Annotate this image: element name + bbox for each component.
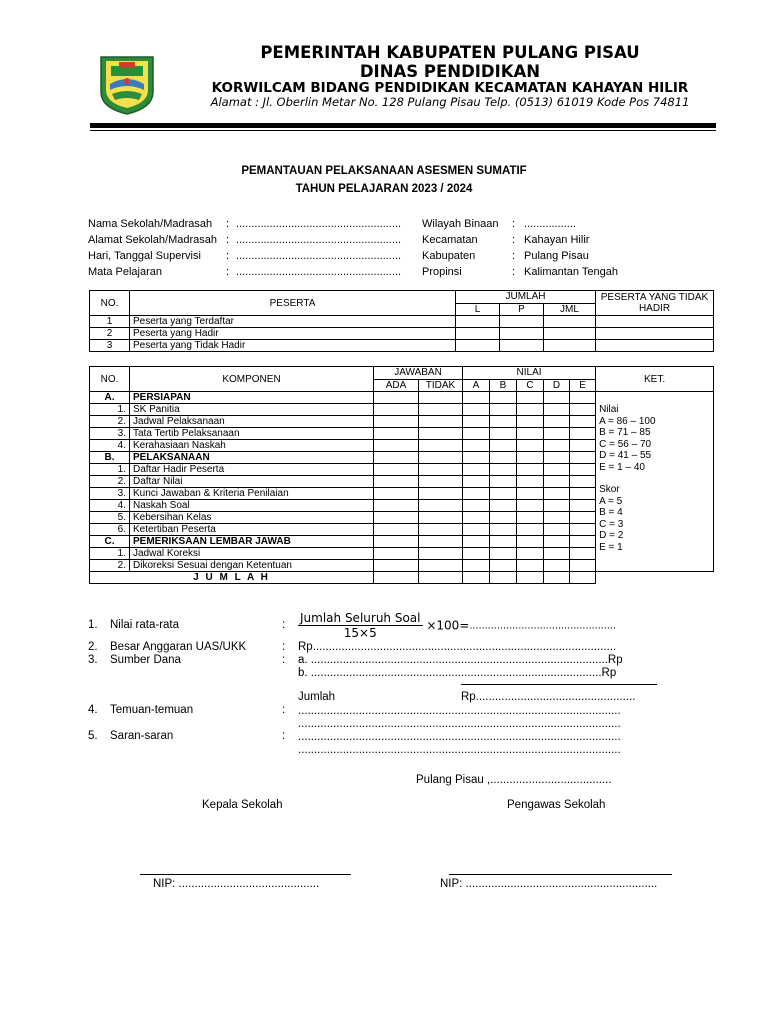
ket-skor-line: E = 1 [599, 541, 623, 553]
score-cell[interactable] [463, 392, 490, 404]
score-cell[interactable] [463, 560, 490, 572]
table-row: A. PERSIAPAN Nilai A = 86 – 100 B = 71 – 85 C = 56 – 70 D = 41 – 55 E = 1 – 40 Skor A = 5 B = 4 C = 3 D = 2 E = 1 [90, 392, 714, 404]
table-row: 1. SK Panitia [90, 404, 714, 416]
info-value: ................. [524, 218, 576, 230]
info-label: Alamat Sekolah/Madrasah [88, 234, 218, 246]
peserta-header-peserta: PESERTA [130, 291, 456, 316]
score-cell[interactable] [570, 524, 596, 536]
kepala-sekolah-title: Kepala Sekolah [202, 799, 283, 811]
komponen-header-komponen: KOMPONEN [130, 367, 374, 392]
score-cell[interactable] [490, 404, 517, 416]
score-cell[interactable] [490, 428, 517, 440]
score-cell[interactable] [490, 416, 517, 428]
peserta-header-jumlah: JUMLAH [456, 291, 596, 304]
score-cell[interactable] [419, 500, 463, 512]
ket-nilai-line: D = 41 – 55 [599, 450, 652, 461]
table-row: 6. Ketertiban Peserta [90, 524, 714, 536]
komponen-header-tidak: TIDAK [419, 379, 463, 392]
score-cell[interactable] [544, 440, 570, 452]
score-cell[interactable] [544, 428, 570, 440]
score-cell[interactable] [374, 488, 419, 500]
score-cell[interactable] [517, 536, 544, 548]
score-cell[interactable] [374, 416, 419, 428]
komponen-header-a: A [463, 379, 490, 392]
formula-numerator: Jumlah Seluruh Soal [300, 611, 421, 625]
anggaran-label: Besar Anggaran UAS/UKK [110, 641, 247, 653]
info-label: Nama Sekolah/Madrasah [88, 218, 213, 230]
ket-skor-line: B = 4 [599, 507, 623, 518]
score-cell[interactable] [490, 548, 517, 560]
score-cell[interactable] [544, 464, 570, 476]
score-cell[interactable] [374, 548, 419, 560]
score-cell[interactable] [517, 476, 544, 488]
score-cell[interactable] [374, 524, 419, 536]
left-signature-line [140, 874, 351, 875]
info-label: Propinsi [422, 266, 462, 278]
info-label: Hari, Tanggal Supervisi [88, 250, 201, 262]
score-cell[interactable] [544, 392, 570, 404]
info-value: ...................................................... [236, 218, 402, 230]
score-cell[interactable] [570, 512, 596, 524]
score-cell[interactable] [570, 392, 596, 404]
peserta-header-tidak-hadir: PESERTA YANG TIDAK HADIR [596, 291, 714, 316]
info-value: Kalimantan Tengah [524, 266, 618, 278]
score-cell[interactable] [463, 416, 490, 428]
score-cell[interactable] [463, 464, 490, 476]
score-cell[interactable] [570, 464, 596, 476]
score-cell[interactable] [374, 476, 419, 488]
score-cell[interactable] [419, 428, 463, 440]
score-cell[interactable] [374, 560, 419, 572]
info-value: Pulang Pisau [524, 250, 589, 262]
table-row: 4. Naskah Soal [90, 500, 714, 512]
score-cell[interactable] [374, 428, 419, 440]
ket-skor-line: Skor [599, 484, 620, 495]
nilai-rata-rata-label: Nilai rata-rata [110, 619, 180, 631]
score-cell[interactable] [490, 440, 517, 452]
score-cell[interactable] [570, 404, 596, 416]
score-cell[interactable] [517, 392, 544, 404]
score-cell[interactable] [374, 536, 419, 548]
score-cell[interactable] [570, 452, 596, 464]
score-cell[interactable] [463, 440, 490, 452]
ket-skor-line: D = 2 [599, 530, 624, 541]
score-cell[interactable] [490, 500, 517, 512]
info-value: Kahayan Hilir [524, 234, 590, 246]
header-division-name: KORWILCAM BIDANG PENDIDIKAN KECAMATAN KAHAYAN HILIR [211, 80, 689, 96]
score-cell[interactable] [544, 512, 570, 524]
score-cell[interactable] [490, 512, 517, 524]
score-cell[interactable] [544, 560, 570, 572]
komponen-header-no: NO. [90, 367, 130, 392]
komponen-header-d: D [544, 379, 570, 392]
formula-tail: ×100= [426, 618, 470, 633]
score-cell[interactable] [490, 560, 517, 572]
table-row: 2. Dikoreksi Sesuai dengan Ketentuan [90, 560, 714, 572]
score-cell[interactable] [544, 500, 570, 512]
score-cell[interactable] [463, 428, 490, 440]
info-right: Wilayah Binaan : ................. Kecamatan : Kahayan Hilir Kabupaten : Pulang Pisau Propinsi : Kalimantan Tengah [422, 218, 618, 278]
temuan-line-1[interactable]: ..................................................................................................... [298, 705, 621, 717]
score-cell[interactable] [570, 536, 596, 548]
score-cell[interactable] [517, 512, 544, 524]
sum-underline [461, 684, 657, 685]
table-row: 2. Daftar Nilai [90, 476, 714, 488]
ket-legend [596, 392, 714, 572]
komponen-header-b: B [490, 379, 517, 392]
formula-denominator: 15×5 [343, 626, 377, 640]
table-row: 2 Peserta yang Hadir [90, 328, 714, 340]
score-cell[interactable] [419, 452, 463, 464]
score-cell[interactable] [570, 560, 596, 572]
score-cell[interactable] [544, 536, 570, 548]
score-cell[interactable] [374, 464, 419, 476]
score-cell[interactable] [463, 476, 490, 488]
score-cell[interactable] [419, 536, 463, 548]
peserta-header-no: NO. [90, 291, 130, 316]
komponen-table [89, 366, 714, 584]
header-government-name: PEMERINTAH KABUPATEN PULANG PISAU [260, 43, 640, 62]
score-cell[interactable] [419, 560, 463, 572]
komponen-header-e: E [570, 379, 596, 392]
peserta-header-l: L [456, 303, 500, 316]
score-cell[interactable] [490, 476, 517, 488]
score-cell[interactable] [570, 500, 596, 512]
score-cell[interactable] [419, 404, 463, 416]
header-address: Alamat : Jl. Oberlin Metar No. 128 Pulang Pisau Telp. (0513) 61019 Kode Pos 74811 [210, 95, 690, 109]
score-cell[interactable] [517, 404, 544, 416]
place-date[interactable]: Pulang Pisau ,...................................... [416, 774, 612, 786]
item1-label-row: 1. Nilai rata-rata [88, 619, 180, 631]
sumber-dana-a[interactable]: a. .............................................................................................Rp [298, 654, 623, 666]
saran-line-2[interactable]: ..................................................................................................... [298, 744, 621, 756]
header-divider-thick [90, 123, 716, 128]
ket-nilai-line: C = 56 – 70 [599, 438, 652, 450]
score-cell[interactable] [570, 428, 596, 440]
info-value: ...................................................... [236, 266, 402, 278]
ket-nilai-line: Nilai [599, 404, 619, 415]
score-cell[interactable] [544, 548, 570, 560]
table-row: 1 Peserta yang Terdaftar [90, 316, 714, 328]
komponen-header-nilai: NILAI [463, 367, 596, 380]
info-value: ...................................................... [236, 250, 402, 262]
score-cell[interactable] [490, 488, 517, 500]
score-cell[interactable] [374, 512, 419, 524]
score-cell[interactable] [517, 416, 544, 428]
score-cell[interactable] [490, 536, 517, 548]
score-cell[interactable] [374, 392, 419, 404]
peserta-table [89, 290, 714, 352]
score-cell[interactable] [544, 416, 570, 428]
score-cell[interactable] [570, 548, 596, 560]
score-cell[interactable] [517, 440, 544, 452]
score-cell[interactable] [570, 476, 596, 488]
jumlah-value[interactable]: Rp.................................................. [461, 691, 636, 703]
score-cell[interactable] [570, 416, 596, 428]
ket-skor-line: A = 5 [599, 495, 623, 507]
table-row: B. PELAKSANAAN [90, 452, 714, 464]
score-cell[interactable] [570, 488, 596, 500]
temuan-line-2[interactable]: ..................................................................................................... [298, 718, 621, 730]
score-cell[interactable] [517, 548, 544, 560]
info-value: ...................................................... [236, 234, 402, 246]
score-cell[interactable] [544, 452, 570, 464]
ket-nilai-line: E = 1 – 40 [599, 461, 645, 473]
table-row: 4. Kerahasiaan Naskah [90, 440, 714, 452]
score-cell[interactable] [419, 392, 463, 404]
komponen-total-label: J U M L A H [90, 572, 374, 584]
right-signature-line [449, 874, 672, 875]
ket-nilai-line: B = 71 – 85 [599, 427, 651, 438]
table-row: C. PEMERIKSAAN LEMBAR JAWAB [90, 536, 714, 548]
score-cell[interactable] [517, 560, 544, 572]
score-cell[interactable] [419, 512, 463, 524]
table-row: 3 Peserta yang Tidak Hadir [90, 340, 714, 352]
info-label: Kecamatan [422, 234, 478, 246]
score-cell[interactable] [463, 404, 490, 416]
score-cell[interactable] [419, 416, 463, 428]
komponen-header-jawaban: JAWABAN [374, 367, 463, 380]
score-cell[interactable] [419, 548, 463, 560]
sumber-dana-label: Sumber Dana [110, 654, 181, 666]
anggaran-value[interactable]: Rp............................................................................................... [298, 641, 617, 653]
score-cell[interactable] [419, 464, 463, 476]
komponen-header-ket: KET. [596, 367, 714, 392]
score-cell[interactable] [490, 524, 517, 536]
score-cell[interactable] [463, 536, 490, 548]
peserta-header-jml: JML [544, 303, 596, 316]
document-title: PEMANTAUAN PELAKSANAAN ASESMEN SUMATIF [241, 165, 527, 177]
score-cell[interactable] [463, 500, 490, 512]
score-cell[interactable] [517, 524, 544, 536]
temuan-label: Temuan-temuan [110, 704, 194, 716]
score-cell[interactable] [419, 476, 463, 488]
peserta-header-p: P [500, 303, 544, 316]
table-row: 3. Tata Tertib Pelaksanaan [90, 428, 714, 440]
saran-label: Saran-saran [110, 730, 174, 742]
saran-line-1[interactable]: ..................................................................................................... [298, 731, 621, 743]
score-cell[interactable] [544, 476, 570, 488]
score-cell[interactable] [374, 440, 419, 452]
score-cell[interactable] [463, 548, 490, 560]
pengawas-nip[interactable]: NIP: ............................................................ [440, 878, 658, 890]
score-cell[interactable] [517, 488, 544, 500]
regency-emblem-logo [97, 54, 157, 116]
table-row: 2. Jadwal Pelaksanaan [90, 416, 714, 428]
sumber-dana-b[interactable]: b. ...........................................................................................Rp [298, 667, 617, 679]
score-cell[interactable] [517, 428, 544, 440]
score-cell[interactable] [463, 452, 490, 464]
score-cell[interactable] [544, 524, 570, 536]
pengawas-sekolah-title: Pengawas Sekolah [507, 799, 606, 811]
score-cell[interactable] [419, 524, 463, 536]
header-office-name: DINAS PENDIDIKAN [359, 62, 541, 81]
header-divider-thin [90, 130, 716, 131]
score-cell[interactable] [517, 452, 544, 464]
ket-nilai-line: A = 86 – 100 [599, 415, 656, 427]
table-row: 5. Kebersihan Kelas [90, 512, 714, 524]
score-cell[interactable] [374, 452, 419, 464]
table-row: 1. Daftar Hadir Peserta [90, 464, 714, 476]
komponen-header-c: C [517, 379, 544, 392]
info-label: Wilayah Binaan [422, 218, 499, 230]
score-cell[interactable] [490, 392, 517, 404]
info-label: Kabupaten [422, 250, 476, 262]
document-subtitle: TAHUN PELAJARAN 2023 / 2024 [295, 183, 473, 195]
average-formula: Jumlah Seluruh Soal 15×5 ×100=................................................ [300, 611, 617, 640]
score-cell[interactable] [490, 464, 517, 476]
jumlah-label: Jumlah [298, 691, 336, 703]
table-row: 3. Kunci Jawaban & Kriteria Penilaian [90, 488, 714, 500]
score-cell[interactable] [517, 500, 544, 512]
score-cell[interactable] [374, 500, 419, 512]
score-cell[interactable] [490, 452, 517, 464]
score-cell[interactable] [419, 488, 463, 500]
kepala-nip[interactable]: NIP: ............................................ [153, 878, 320, 890]
score-cell[interactable] [374, 404, 419, 416]
komponen-header-ada: ADA [374, 379, 419, 392]
score-cell[interactable] [517, 464, 544, 476]
info-left: Nama Sekolah/Madrasah : ...................................................... Alamat Sekolah/Madrasah : ...................................................... Hari, Tanggal Supervisi : ...................................................... Mata Pelajaran : ...................................................... [88, 218, 402, 278]
score-cell[interactable] [463, 512, 490, 524]
score-cell[interactable] [544, 488, 570, 500]
score-cell[interactable] [463, 524, 490, 536]
score-cell[interactable] [570, 440, 596, 452]
info-label: Mata Pelajaran [88, 266, 162, 278]
score-cell[interactable] [544, 404, 570, 416]
score-cell[interactable] [463, 488, 490, 500]
score-cell[interactable] [419, 440, 463, 452]
ket-skor-line: C = 3 [599, 518, 624, 530]
table-row: 1. Jadwal Koreksi [90, 548, 714, 560]
